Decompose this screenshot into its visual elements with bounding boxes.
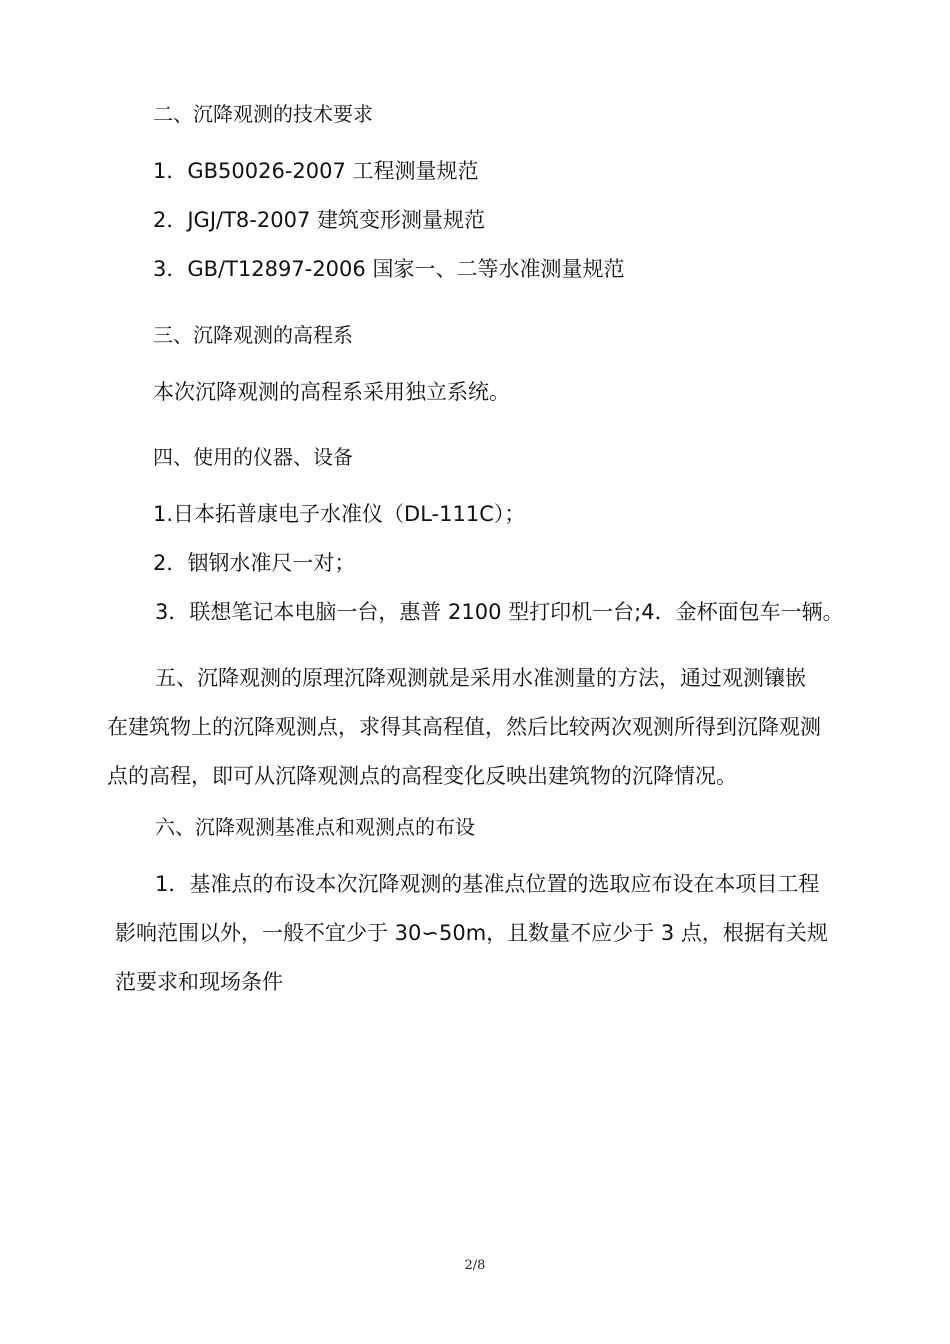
section4-item-3: 3．联想笔记本电脑一台，惠普 2100 型打印机一台;4．金杯面包车一辆。 bbox=[155, 600, 844, 624]
page-number: 2/8 bbox=[464, 1258, 486, 1273]
section5-line-3: 点的高程，即可从沉降观测点的高程变化反映出建筑物的沉降情况。 bbox=[107, 764, 737, 788]
section3-heading: 三、沉降观测的高程系 bbox=[153, 323, 353, 347]
section2-item-1: 1．GB50026-2007 工程测量规范 bbox=[153, 159, 479, 183]
section5-line-1: 五、沉降观测的原理沉降观测就是采用水准测量的方法，通过观测镶嵌 bbox=[155, 666, 806, 690]
section6-line-3: 范要求和现场条件 bbox=[115, 970, 283, 994]
section2-item-3: 3．GB/T12897-2006 国家一、二等水准测量规范 bbox=[153, 257, 625, 281]
section4-item-2: 2．铟钢水准尺一对； bbox=[153, 551, 356, 575]
section2-item-2: 2．JGJ/T8-2007 建筑变形测量规范 bbox=[153, 208, 485, 232]
section6-line-1: 1．基准点的布设本次沉降观测的基准点位置的选取应布设在本项目工程 bbox=[155, 872, 820, 896]
section2-heading: 二、沉降观测的技术要求 bbox=[153, 102, 373, 126]
section6-line-2: 影响范围以外，一般不宜少于 30∽50m，且数量不应少于 3 点，根据有关规 bbox=[115, 921, 828, 945]
section5-line-2: 在建筑物上的沉降观测点，求得其高程值，然后比较两次观测所得到沉降观测 bbox=[107, 715, 821, 739]
section3-body: 本次沉降观测的高程系采用独立系统。 bbox=[153, 380, 510, 404]
section4-item-1: 1.日本拓普康电子水准仪（DL-111C）； bbox=[153, 502, 526, 526]
section6-heading: 六、沉降观测基准点和观测点的布设 bbox=[155, 815, 475, 839]
section4-heading: 四、使用的仪器、设备 bbox=[153, 445, 353, 469]
